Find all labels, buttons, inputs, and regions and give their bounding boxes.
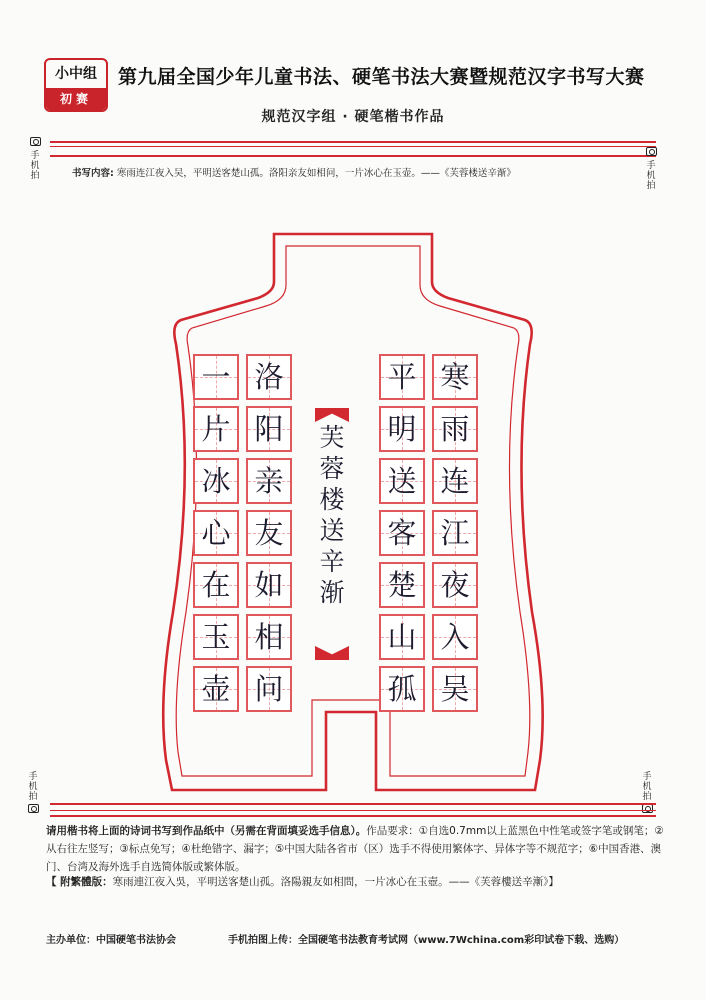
corner-label: 手机拍 [646,161,656,191]
upload-info: 手机拍图上传：全国硬笔书法教育考试网（www.7Wchina.com彩印试卷下载、选购） [228,935,625,946]
poem-char: 楚 [387,568,417,602]
poem-char: 在 [201,568,231,602]
poem-char: 雨 [440,412,470,446]
poem-char: 送 [387,464,417,498]
poem-char: 客 [387,516,417,550]
grid-cell [379,458,425,504]
grid-cell [379,614,425,660]
poem-char: 壶 [201,672,231,706]
page-title: 第九届全国少年儿童书法、硬笔书法大赛暨规范汉字书写大赛 [118,66,645,88]
bottom-rule-1 [50,803,656,805]
grid-cell [193,562,239,608]
poem-title-char: 渐 [319,578,345,607]
poem-title-char: 楼 [319,485,345,514]
grid-cell [432,458,478,504]
grid-cell [379,562,425,608]
instructions-requirements: 作品要求：①自选0.7mm以上蓝黑色中性笔或签字笔或钢笔；②从右往左竖写；③标点免写；④杜绝错字、漏字；⑤中国大陆各省市（区）选手不得使用繁体字、异体字等不规范字；⑥中国香港、澳门、台湾及海外选手自选简体版或繁体版。 [46,825,664,873]
poem-char: 吴 [440,672,470,706]
title-bracket-top [315,408,349,422]
poem-char: 问 [254,672,284,706]
grid-cell [379,510,425,556]
title-bracket-bottom [315,646,349,660]
poem-title-char: 蓉 [319,454,345,483]
grid-cell [432,562,478,608]
poem-char: 心 [201,516,231,550]
poem-char: 玉 [201,620,231,654]
poem-char: 寒 [440,360,470,394]
poem-char: 亲 [254,464,284,498]
corner-label: 手机拍 [30,151,40,181]
poem-char: 明 [387,412,417,446]
grid-cell [193,510,239,556]
page-subtitle: 规范汉字组 · 硬笔楷书作品 [261,109,445,125]
grid-cell [432,354,478,400]
grid-cell [432,614,478,660]
poem-char: 山 [387,620,417,654]
poem-char: 友 [254,516,284,550]
poem-title-char: 芙 [319,423,345,452]
grid-cell [193,458,239,504]
grid-cell [193,666,239,712]
content-label: 书写内容: [72,168,114,179]
grid-cell [379,406,425,452]
content-text: 寒雨连江夜入吴，平明送客楚山孤。洛阳亲友如相问，一片冰心在玉壶。——《芙蓉楼送辛渐》 [116,168,516,179]
poem-title [315,422,349,608]
grid-cell [246,666,292,712]
grid-cell [432,666,478,712]
bottom-rule-3 [50,815,656,817]
instructions [46,822,664,876]
grid-cell [379,354,425,400]
poem-char: 阳 [254,412,284,446]
grid-cell [246,354,292,400]
poem-char: 洛 [254,360,284,394]
corner-label: 手机拍 [28,772,38,802]
instructions-lead: 请用楷书将上面的诗词书写到作品纸中（另需在背面填妥选手信息）。 [46,825,367,837]
poem-title-strip [315,408,349,660]
poem-title-char: 送 [319,516,345,545]
poem-char: 一 [201,360,231,394]
poem-title-char: 辛 [319,547,345,576]
group-label: 小中组 [55,66,97,82]
traditional-version [46,874,559,889]
corner-label: 手机拍 [642,772,652,802]
bottom-rule-2 [50,810,656,811]
poem-char: 片 [201,412,231,446]
traditional-text: 寒雨連江夜入吳，平明送客楚山孤。洛陽親友如相問，一片冰心在玉壺。——《芙蓉樓送辛漸》】 [112,876,559,888]
grid-cell [193,406,239,452]
traditional-label: 【 附繁體版： [46,876,113,888]
grid-cell [193,614,239,660]
grid-cell [193,354,239,400]
stage-label: 初赛 [46,88,106,110]
grid-cell [246,458,292,504]
grid-cell [246,510,292,556]
grid-cell [432,510,478,556]
grid-cell [432,406,478,452]
grid-cell [246,562,292,608]
grid-cell [379,666,425,712]
poem-char: 相 [254,620,284,654]
poem-char: 江 [440,516,470,550]
poem-char: 入 [440,620,470,654]
organizer: 主办单位：中国硬笔书法协会 [46,935,176,946]
poem-char: 夜 [440,568,470,602]
grid-cell [246,406,292,452]
poem-char: 冰 [201,464,231,498]
poem-char: 孤 [387,672,417,706]
poem-char: 平 [387,360,417,394]
poem-char: 如 [254,568,284,602]
poem-char: 连 [440,464,470,498]
grid-cell [246,614,292,660]
